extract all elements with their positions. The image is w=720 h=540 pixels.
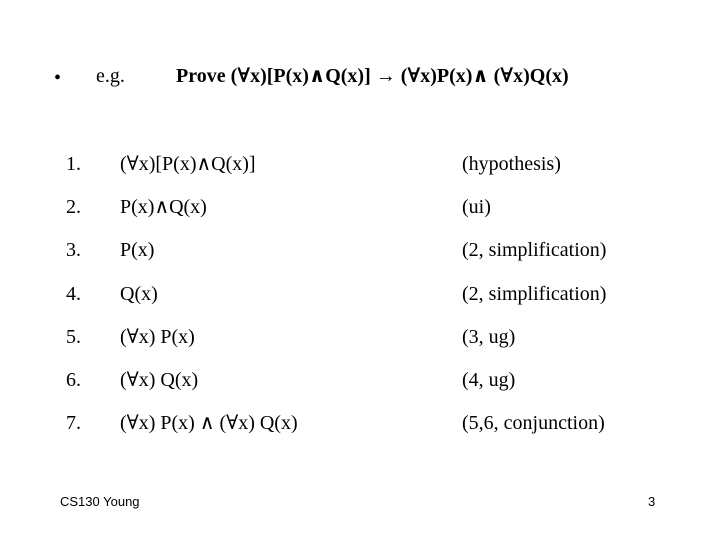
- step-reason: (5,6, conjunction): [462, 412, 605, 434]
- step-reason: (2, simplification): [462, 283, 607, 305]
- step-formula: Q(x): [120, 283, 158, 305]
- step-number: 6.: [66, 369, 81, 391]
- step-formula: P(x): [120, 239, 155, 261]
- step-number: 1.: [66, 153, 81, 175]
- step-reason: (ui): [462, 196, 491, 218]
- step-reason: (2, simplification): [462, 239, 607, 261]
- step-number: 3.: [66, 239, 81, 261]
- step-number: 7.: [66, 412, 81, 434]
- step-formula: (∀x) P(x) ∧ (∀x) Q(x): [120, 412, 298, 434]
- step-formula: (∀x)[P(x)∧Q(x)]: [120, 153, 256, 175]
- footer-course: CS130 Young: [60, 494, 140, 509]
- step-reason: (4, ug): [462, 369, 516, 391]
- example-label: e.g.: [96, 65, 125, 87]
- step-formula: P(x)∧Q(x): [120, 196, 207, 218]
- step-formula: (∀x) P(x): [120, 326, 195, 348]
- step-number: 4.: [66, 283, 81, 305]
- prove-statement: Prove (∀x)[P(x)∧Q(x)] → (∀x)P(x)∧ (∀x)Q(x): [176, 65, 569, 87]
- step-reason: (hypothesis): [462, 153, 561, 175]
- step-reason: (3, ug): [462, 326, 516, 348]
- step-number: 2.: [66, 196, 81, 218]
- page-number: 3: [648, 494, 656, 509]
- step-number: 5.: [66, 326, 81, 348]
- bullet-icon: •: [54, 67, 62, 89]
- step-formula: (∀x) Q(x): [120, 369, 199, 391]
